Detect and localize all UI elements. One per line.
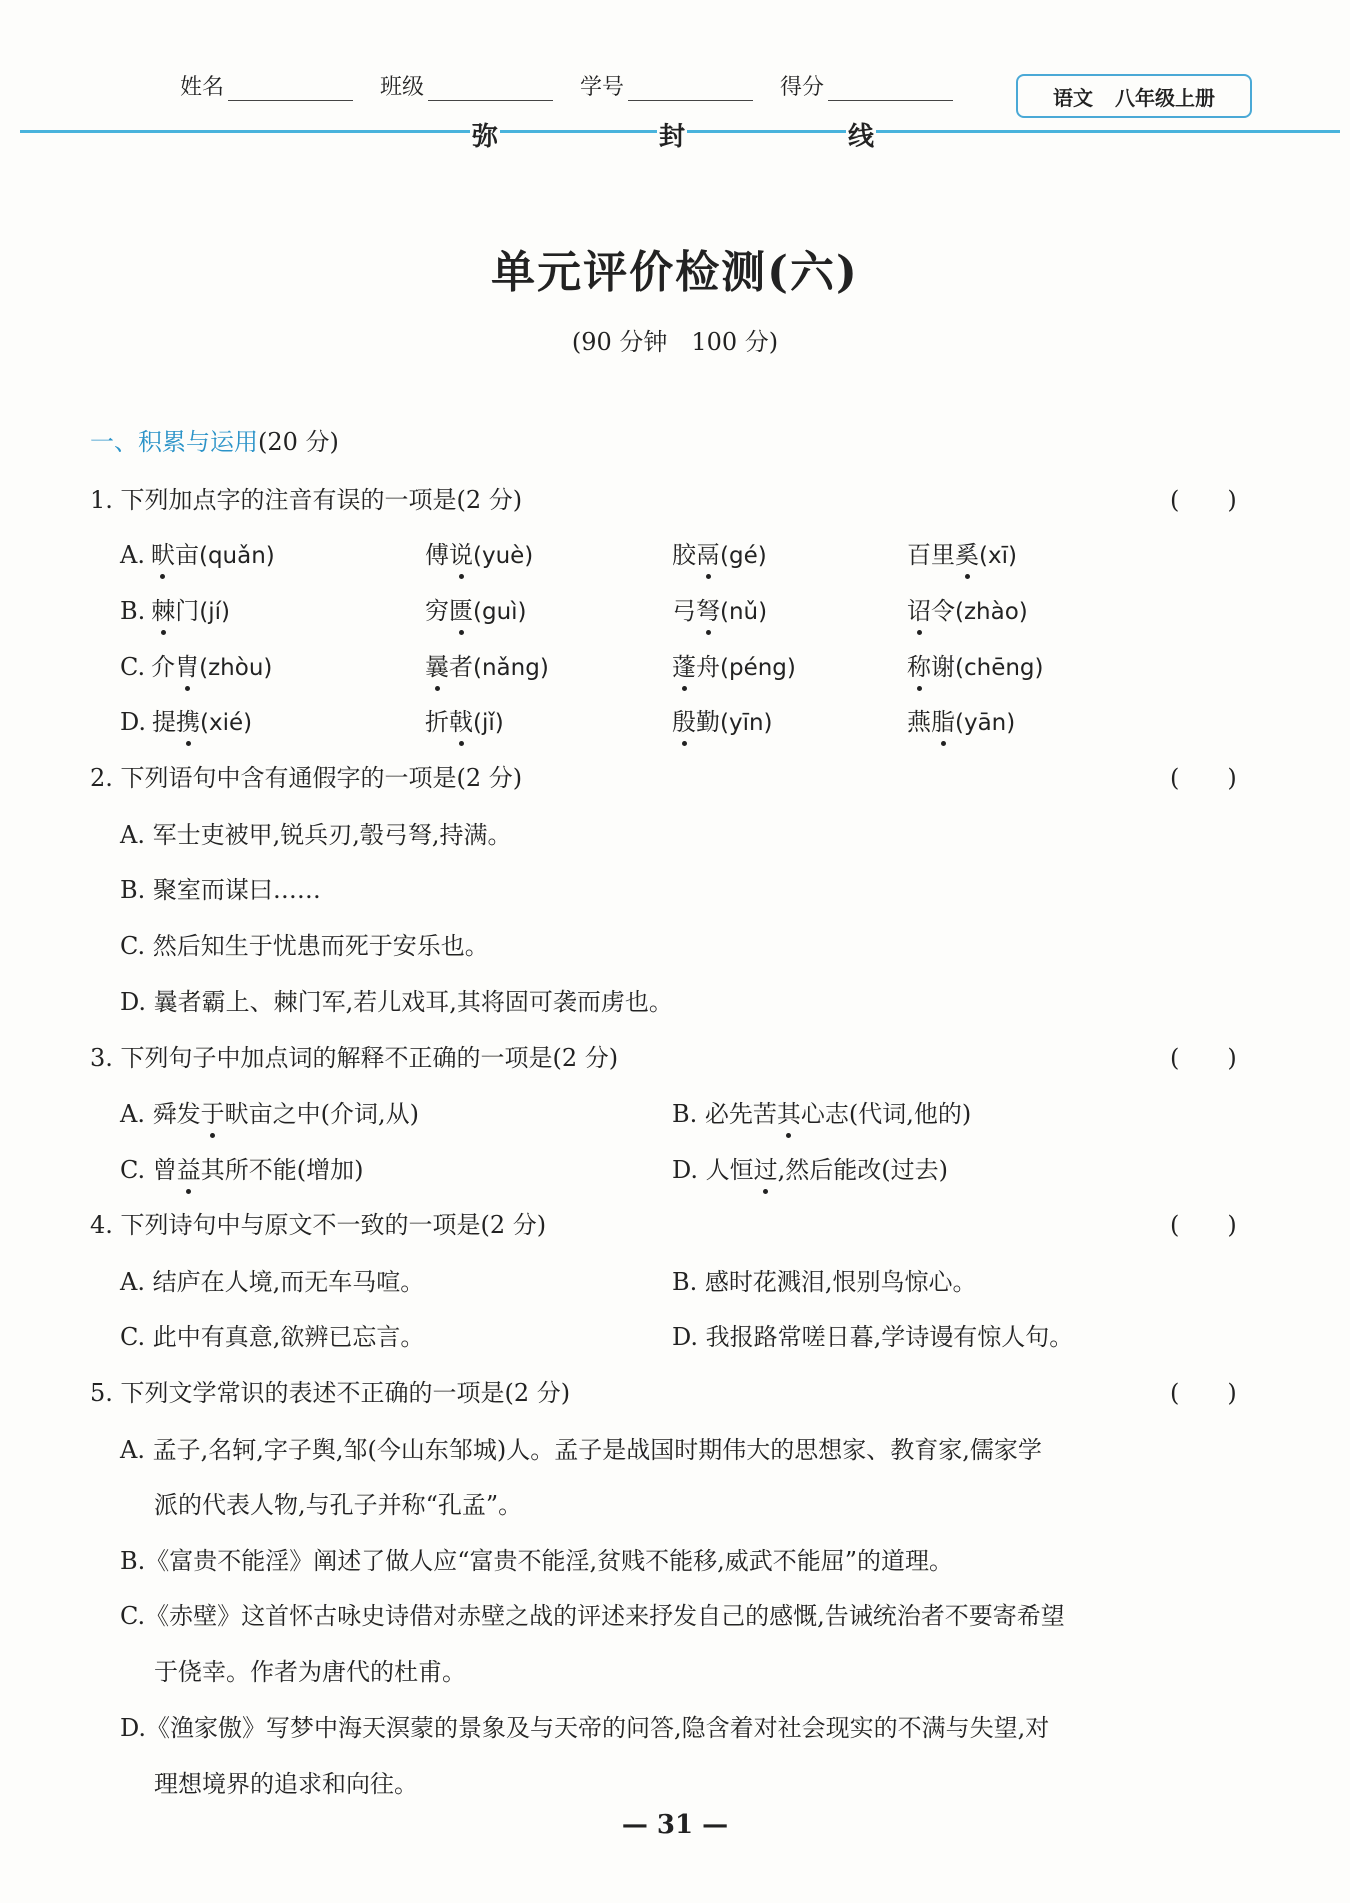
q1-option-b-item-3 — [672, 591, 767, 626]
q3-answer-blank[interactable]: ( ) — [1170, 1044, 1237, 1072]
q1-dot: 匮 — [449, 591, 473, 626]
q1-dot: 戟 — [449, 702, 473, 737]
class-blank[interactable] — [428, 76, 553, 101]
q1-post: 门 — [175, 597, 200, 625]
q1-option-d-item-1[interactable] — [120, 702, 252, 737]
page-title: 单元评价检测(六) — [491, 247, 859, 298]
q1-py: (zhào) — [955, 599, 1028, 625]
q1-option-a-item-4 — [907, 535, 1017, 570]
q1-py: (guì) — [473, 599, 527, 625]
q1-post: 勤 — [696, 708, 720, 736]
q4-option-c[interactable]: C. 此中有真意,欲辨已忘言。 — [120, 1323, 425, 1351]
q5-option-c-line2[interactable]: 于侥幸。作者为唐代的杜甫。 — [154, 1658, 466, 1686]
q5-option-d-line1[interactable]: D.《渔家傲》写梦中海天溟蒙的景象及与天帝的问答,隐含着对社会现实的不满与失望,对 — [120, 1714, 1050, 1742]
section-heading: 一、积累与运用(20 分) — [90, 428, 339, 456]
q4-answer-blank[interactable]: ( ) — [1170, 1211, 1237, 1239]
q1-letter: A. — [120, 541, 145, 569]
seal-char-mi: 弥 — [470, 116, 500, 153]
q2-option-c[interactable]: C. 然后知生于忧患而死于安乐也。 — [120, 932, 489, 960]
q1-option-b-item-2 — [425, 591, 527, 626]
q1-dot: 弩 — [696, 591, 720, 626]
q1-option-d-item-2 — [425, 702, 504, 737]
q5-option-b[interactable]: B.《富贵不能淫》阐述了做人应“富贵不能淫,贫贱不能移,威武不能屈”的道理。 — [120, 1547, 954, 1575]
q1-pre: 折 — [425, 708, 449, 736]
q1-option-c-item-1[interactable] — [120, 647, 272, 682]
q1-post: 舟 — [696, 653, 720, 681]
q1-dot: 殷 — [672, 702, 696, 737]
q1-dot: 鬲 — [696, 535, 720, 570]
q1-dot: 蓬 — [672, 647, 696, 682]
q5-option-c-line1[interactable]: C.《赤壁》这首怀古咏史诗借对赤壁之战的评述来抒发自己的感慨,告诫统治者不要寄希望 — [120, 1602, 1065, 1630]
q1-dot: 棘 — [151, 591, 175, 626]
grade-label: 八年级上册 — [1115, 85, 1215, 110]
q5-option-d-line2[interactable]: 理想境界的追求和向往。 — [154, 1770, 418, 1798]
q4-option-d[interactable]: D. 我报路常嗟日暮,学诗谩有惊人句。 — [672, 1323, 1074, 1351]
q1-pre: 穷 — [425, 597, 449, 625]
q1-py: (chēng) — [955, 655, 1044, 681]
q1-dot: 奚 — [955, 535, 979, 570]
student-id-field[interactable]: 学号 — [580, 70, 753, 101]
q1-py: (péng) — [720, 655, 796, 681]
q1-pre: 百里 — [907, 541, 955, 569]
q1-pre: 弓 — [672, 597, 696, 625]
q5-stem: 5. 下列文学常识的表述不正确的一项是(2 分) — [90, 1379, 571, 1407]
q3-option-c[interactable]: C. 曾益其所不能(增加) — [120, 1150, 364, 1185]
q1-letter: D. — [120, 708, 147, 736]
q1-py: (gé) — [720, 543, 767, 569]
page-subtitle: (90 分钟 100 分) — [571, 328, 779, 356]
q3-option-b[interactable]: B. 必先苦其心志(代词,他的) — [672, 1094, 971, 1129]
q3-stem: 3. 下列句子中加点词的解释不正确的一项是(2 分) — [90, 1044, 619, 1072]
q1-post: 谢 — [931, 653, 955, 681]
q2-stem: 2. 下列语句中含有通假字的一项是(2 分) — [90, 764, 523, 792]
name-field[interactable]: 姓名 — [180, 70, 353, 101]
q1-dot: 畎 — [151, 535, 175, 570]
q1-py: (jí) — [199, 599, 230, 625]
q1-stem: 1. 下列加点字的注音有误的一项是(2 分) — [90, 486, 523, 514]
q1-pre: 胶 — [672, 541, 696, 569]
q2-option-b[interactable]: B. 聚室而谋曰…… — [120, 876, 321, 904]
q2-answer-blank[interactable]: ( ) — [1170, 764, 1237, 792]
q1-dot: 诏 — [907, 591, 931, 626]
q1-option-a-item-2 — [425, 535, 533, 570]
q1-post: 者 — [449, 653, 473, 681]
q1-py: (quǎn) — [198, 543, 275, 569]
q1-py: (nǎng) — [473, 655, 549, 681]
seal-char-xian: 线 — [846, 116, 876, 153]
q5-option-a-line1[interactable]: A. 孟子,名轲,字子舆,邹(今山东邹城)人。孟子是战国时期伟大的思想家、教育家,儒家学 — [120, 1436, 1042, 1464]
q1-dot: 胄 — [175, 647, 199, 682]
q1-post: 亩 — [174, 541, 199, 569]
q1-post: 令 — [931, 597, 955, 625]
subject-label: 语文 — [1053, 85, 1093, 110]
subject-badge — [1016, 74, 1252, 118]
q1-py: (zhòu) — [199, 655, 273, 681]
q1-py: (yān) — [955, 710, 1016, 736]
q1-pre: 提 — [152, 708, 177, 736]
score-blank[interactable] — [828, 76, 953, 101]
q1-option-d-item-4 — [907, 702, 1015, 737]
q5-option-a-line2[interactable]: 派的代表人物,与孔子并称“孔孟”。 — [154, 1491, 523, 1519]
q1-py: (jǐ) — [473, 710, 504, 736]
q1-py: (yīn) — [720, 710, 773, 736]
q1-dot: 携 — [176, 702, 200, 737]
q1-pre: 傅 — [425, 541, 449, 569]
q1-answer-blank[interactable]: ( ) — [1170, 486, 1237, 514]
q1-option-b-item-4 — [907, 591, 1028, 626]
q2-option-d[interactable]: D. 曩者霸上、棘门军,若儿戏耳,其将固可袭而虏也。 — [120, 988, 673, 1016]
q1-option-c-item-2 — [425, 647, 549, 682]
q1-dot: 曩 — [425, 647, 449, 682]
q1-option-b-item-1[interactable] — [120, 591, 230, 626]
q1-option-a-item-3 — [672, 535, 767, 570]
q1-py: (xié) — [200, 710, 253, 736]
q2-option-a[interactable]: A. 军士吏被甲,锐兵刃,彀弓弩,持满。 — [120, 821, 512, 849]
q1-option-d-item-3 — [672, 702, 773, 737]
class-field[interactable]: 班级 — [380, 70, 553, 101]
q1-option-a-item-1[interactable] — [120, 535, 275, 570]
q1-py: (yuè) — [473, 543, 534, 569]
q4-stem: 4. 下列诗句中与原文不一致的一项是(2 分) — [90, 1211, 547, 1239]
q5-answer-blank[interactable]: ( ) — [1170, 1379, 1237, 1407]
q4-option-a[interactable]: A. 结庐在人境,而无车马喧。 — [120, 1268, 425, 1296]
q1-pre: 介 — [151, 653, 176, 681]
score-field[interactable]: 得分 — [780, 70, 953, 101]
page-number: — 31 — — [621, 1810, 729, 1840]
q3-option-a[interactable]: A. 舜发于畎亩之中(介词,从) — [120, 1094, 419, 1129]
q1-dot: 称 — [907, 647, 931, 682]
student-id-blank[interactable] — [628, 76, 753, 101]
q1-dot: 说 — [449, 535, 473, 570]
q1-dot: 脂 — [931, 702, 955, 737]
q1-py: (nǔ) — [720, 599, 768, 625]
q1-option-c-item-4 — [907, 647, 1044, 682]
q1-option-c-item-3 — [672, 647, 796, 682]
q4-option-b[interactable]: B. 感时花溅泪,恨别鸟惊心。 — [672, 1268, 977, 1296]
q1-letter: C. — [120, 653, 146, 681]
q1-letter: B. — [120, 597, 146, 625]
q1-py: (xī) — [979, 543, 1017, 569]
q1-pre: 燕 — [907, 708, 931, 736]
q3-option-d[interactable]: D. 人恒过,然后能改(过去) — [672, 1150, 948, 1185]
seal-char-feng: 封 — [657, 116, 687, 153]
name-blank[interactable] — [228, 76, 353, 101]
